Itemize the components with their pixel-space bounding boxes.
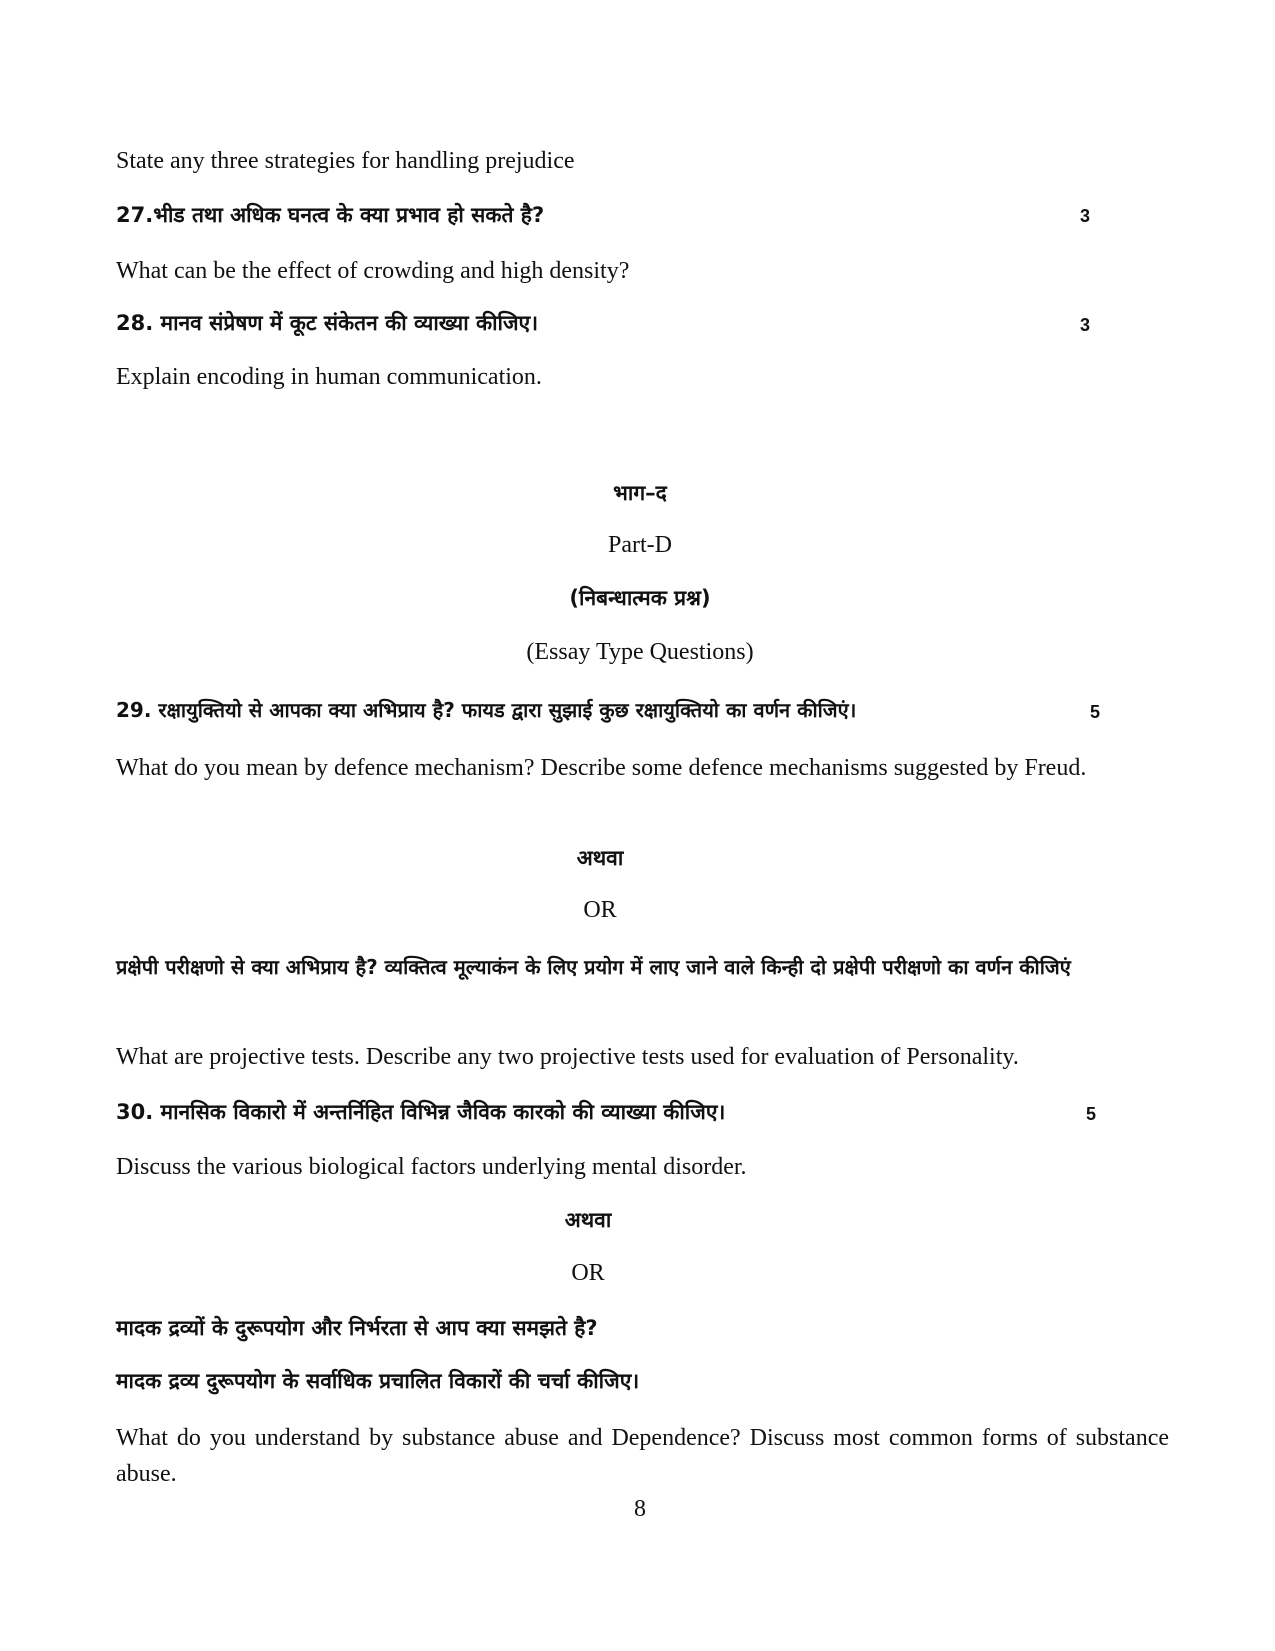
question-27-english: What can be the effect of crowding and high density? (116, 258, 630, 284)
question-30-english: Discuss the various biological factors underlying mental disorder. (116, 1154, 747, 1180)
question-28-marks: 3 (1080, 315, 1091, 335)
question-27-marks: 3 (1080, 206, 1091, 226)
question-30-alternative-english: What do you understand by substance abuse and Dependence? Discuss most common forms of substance abuse. (116, 1425, 1169, 1487)
question-29-or-english: OR (583, 897, 617, 923)
part-heading-hindi: भाग–द (613, 481, 667, 505)
question-29-alternative-english: What are projective tests. Describe any two projective tests used for evaluation of Personality. (116, 1044, 1019, 1070)
question-29-or-hindi: अथवा (576, 846, 624, 870)
question-29-alternative-hindi: प्रक्षेपी परीक्षणो से क्या अभिप्राय है? व्यक्तित्व मूल्याकंन के लिए प्रयोग में लाए जाने वाले किन्ही दो प्रक्षेपी परीक्षणो का वर्णन कीजिएं (116, 955, 1071, 979)
part-type-hindi: (निबन्धात्मक प्रश्न) (569, 586, 711, 610)
question-26-english: State any three strategies for handling prejudice (116, 148, 575, 174)
question-30-hindi: 30. मानसिक विकारो में अन्तर्निहित विभिन्न जैविक कारको की व्याख्या कीजिए। (116, 1100, 726, 1124)
part-type-english: (Essay Type Questions) (526, 639, 754, 665)
question-29-marks: 5 (1090, 702, 1101, 722)
page-number: 8 (634, 1496, 646, 1522)
question-30-alternative-hindi-1: मादक द्रव्यों के दुरूपयोग और निर्भरता से आप क्या समझते है? (116, 1316, 598, 1340)
question-28-hindi: 28. मानव संप्रेषण में कूट संकेतन की व्याख्या कीजिए। (116, 311, 539, 335)
question-30-marks: 5 (1086, 1104, 1097, 1124)
question-30-or-hindi: अथवा (564, 1208, 612, 1232)
question-28-english: Explain encoding in human communication. (116, 364, 542, 390)
question-30-or-english: OR (571, 1260, 605, 1286)
question-29-english: What do you mean by defence mechanism? Describe some defence mechanisms suggested by Freud. (116, 755, 1087, 781)
part-heading-english: Part-D (608, 532, 672, 558)
question-27-hindi: 27.भीड तथा अधिक घनत्व के क्या प्रभाव हो सकते है? (116, 203, 545, 227)
question-30-alternative-hindi-2: मादक द्रव्य दुरूपयोग के सर्वाधिक प्रचालित विकारों की चर्चा कीजिए। (116, 1369, 640, 1393)
question-29-hindi: 29. रक्षायुक्तियो से आपका क्या अभिप्राय है? फायड द्वारा सुझाई कुछ रक्षायुक्तियो का वर्णन कीजिएं। (116, 698, 857, 722)
